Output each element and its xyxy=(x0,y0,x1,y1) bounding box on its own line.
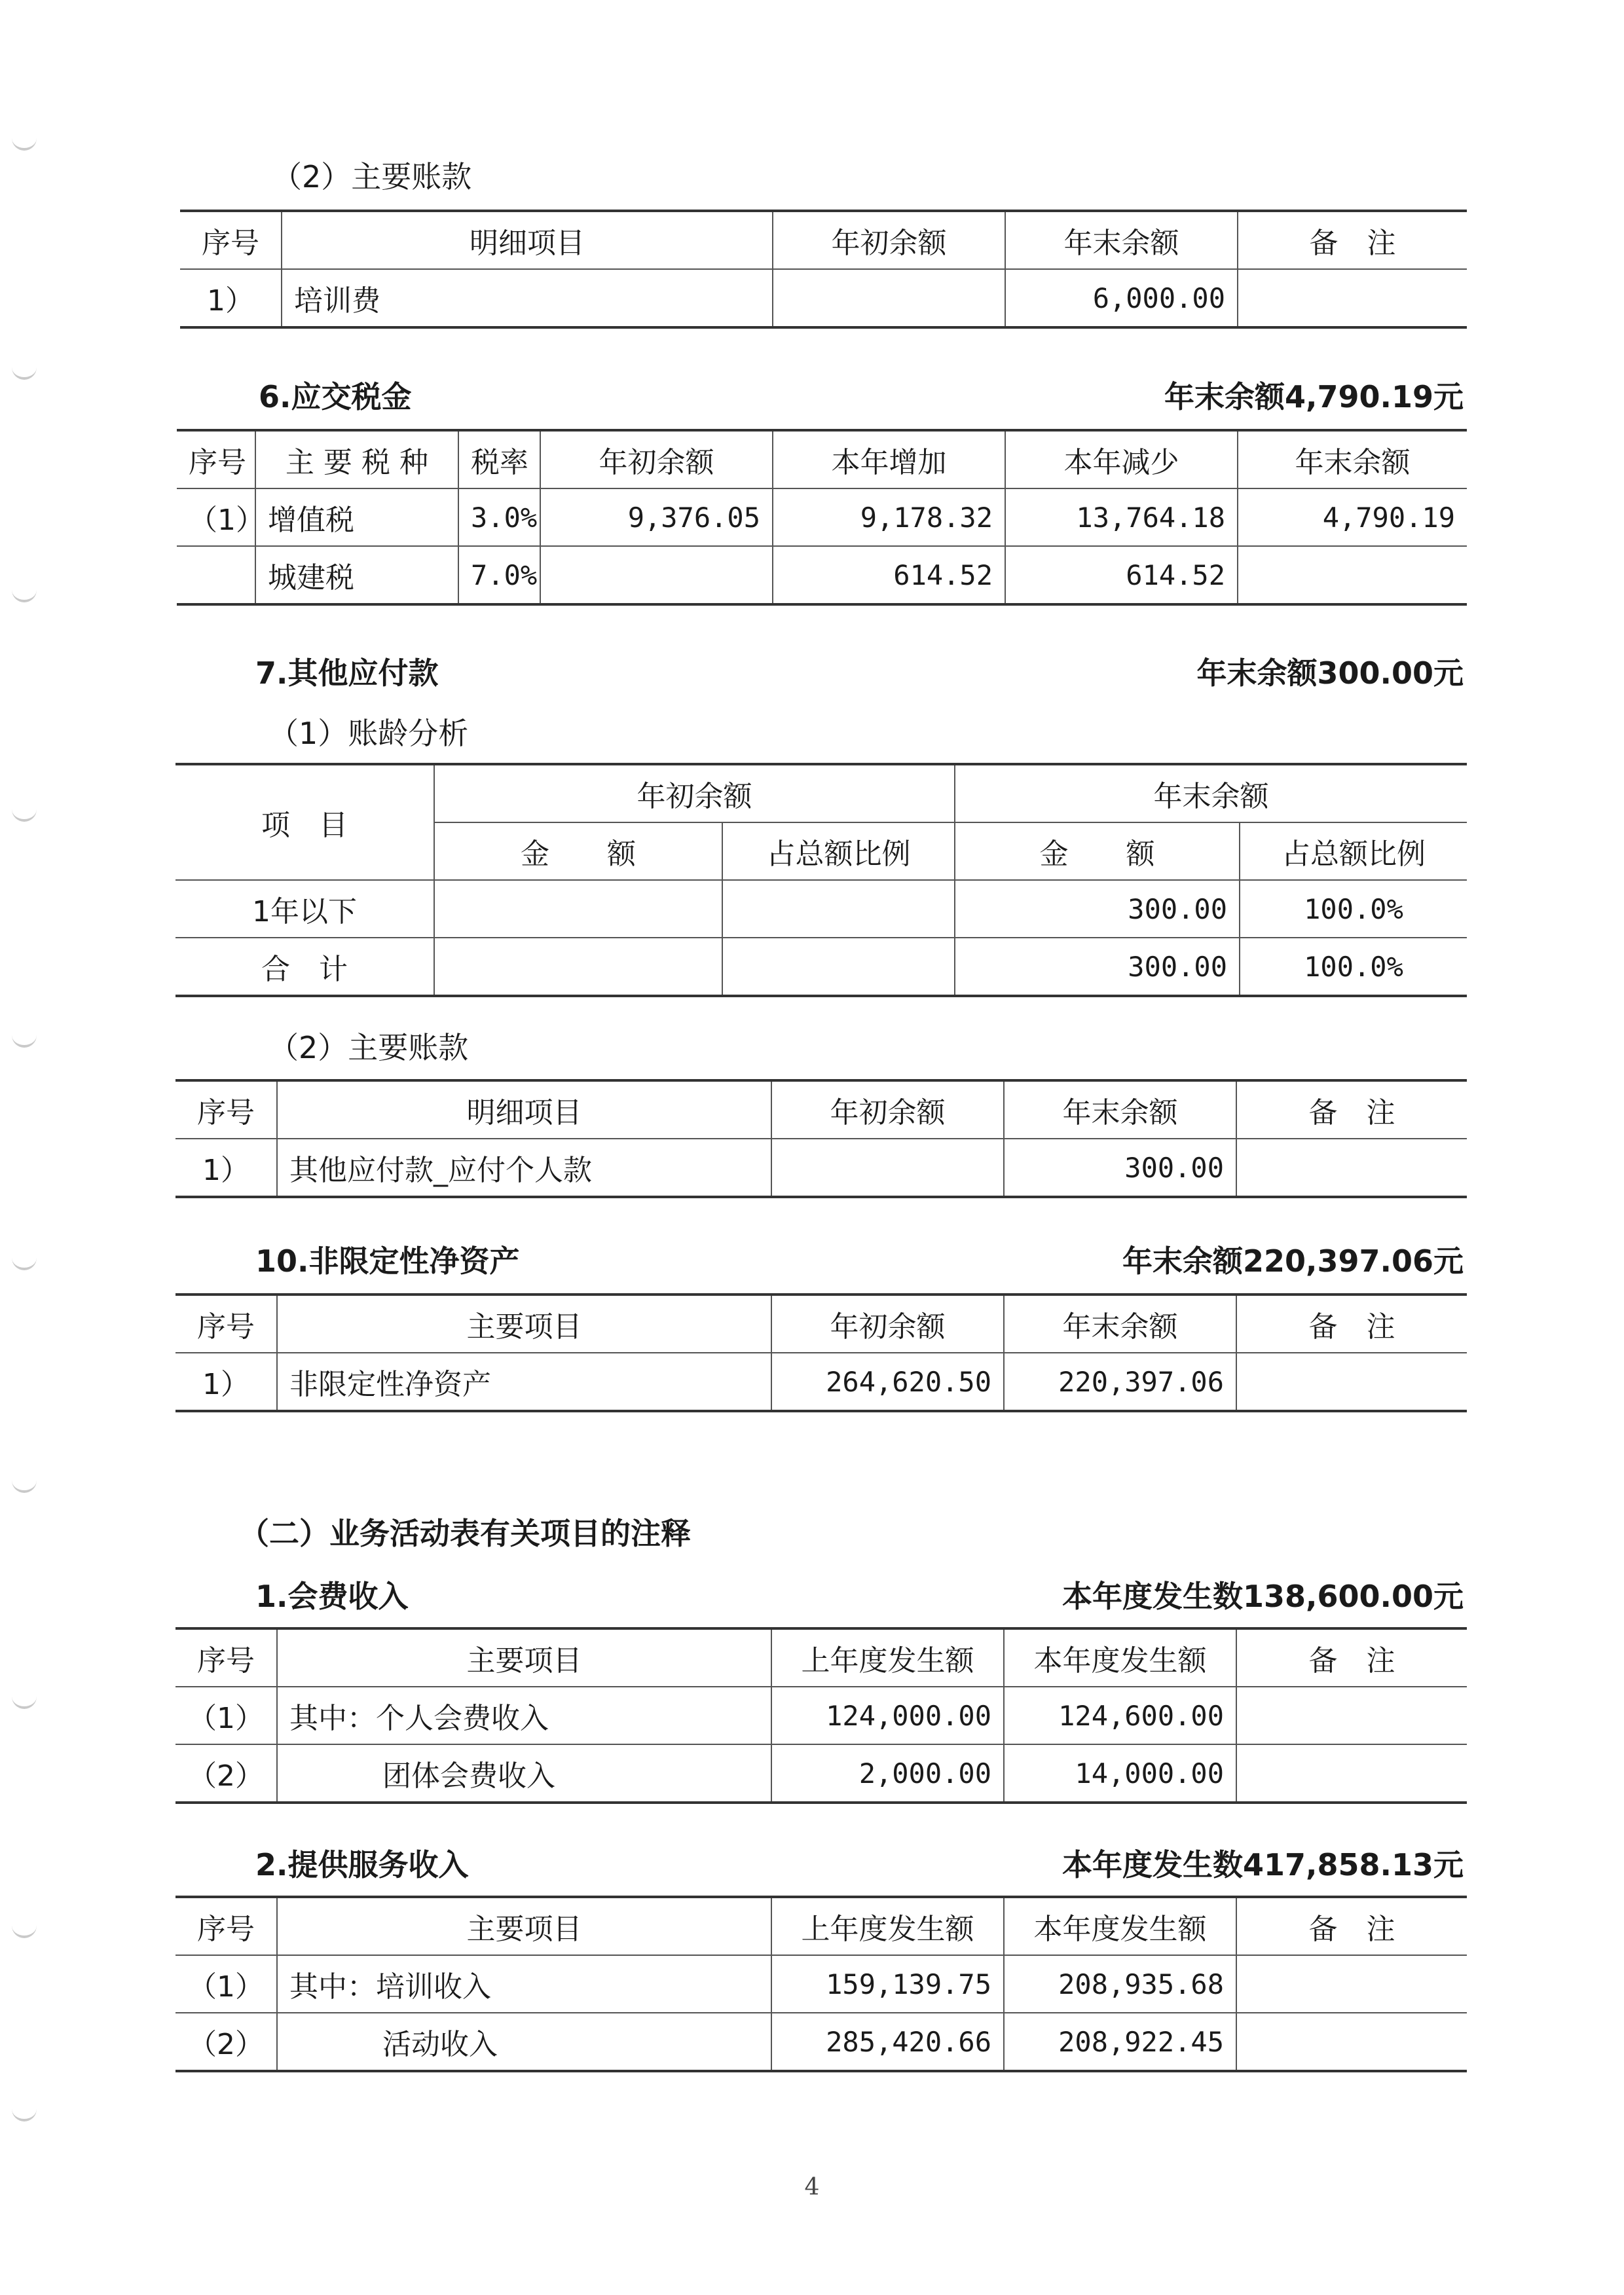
header-cell: 备 注 xyxy=(1238,211,1467,269)
part-title-activity-notes: （二）业务活动表有关项目的注释 xyxy=(239,1516,691,1551)
header-cell: 序号 xyxy=(180,211,282,269)
table-row xyxy=(175,880,1467,938)
header-cell: 本年减少 xyxy=(1005,430,1238,488)
row-item: 1年以下 xyxy=(175,880,434,938)
header-cell: 本年增加 xyxy=(773,430,1005,488)
membership-income-table xyxy=(175,1627,1467,1804)
row-index: （2） xyxy=(175,2013,277,2071)
header-cell: 税率 xyxy=(458,430,540,488)
row-end-balance xyxy=(1238,546,1467,604)
header-cell: 序号 xyxy=(175,1897,277,1955)
punch-mark xyxy=(12,367,37,380)
row-current-year: 124,600.00 xyxy=(1004,1687,1236,1744)
main-accounts-table xyxy=(180,210,1467,329)
row-end-ratio: 100.0% xyxy=(1240,938,1467,996)
section-title-main-accounts: （2）主要账款 xyxy=(272,159,472,194)
row-current-year: 208,922.45 xyxy=(1004,2013,1236,2071)
row-tax-type: 城建税 xyxy=(255,546,458,604)
section-total-service-income: 本年度发生数417,858.13元 xyxy=(1061,1847,1464,1882)
row-item: 团体会费收入 xyxy=(277,1744,771,1803)
row-begin-amount xyxy=(434,880,722,938)
row-index: （2） xyxy=(175,1744,277,1803)
service-income-table xyxy=(175,1896,1467,2072)
header-cell: 上年度发生额 xyxy=(771,1897,1004,1955)
row-begin-ratio xyxy=(722,880,955,938)
section-total-other-payables: 年末余额300.00元 xyxy=(1196,655,1464,691)
table-header-row xyxy=(180,211,1467,269)
table-header-row xyxy=(175,1080,1467,1139)
row-tax-rate: 7.0% xyxy=(458,546,540,604)
table-row xyxy=(175,938,1467,996)
punch-mark xyxy=(12,1696,37,1709)
subsection-title-main-accounts: （2）主要账款 xyxy=(268,1030,469,1065)
table-row xyxy=(175,1687,1467,1744)
section-total-net-assets: 年末余额220,397.06元 xyxy=(1122,1243,1464,1279)
row-tax-type: 增值税 xyxy=(255,488,458,546)
header-cell: 年初余额 xyxy=(773,211,1005,269)
header-cell: 备 注 xyxy=(1236,1080,1467,1139)
header-cell: 年末余额 xyxy=(1005,211,1238,269)
row-tax-rate: 3.0% xyxy=(458,488,540,546)
row-decrease: 13,764.18 xyxy=(1005,488,1238,546)
row-remark xyxy=(1236,1353,1467,1411)
row-item: 活动收入 xyxy=(277,2013,771,2071)
row-remark xyxy=(1238,269,1467,327)
row-remark xyxy=(1236,1139,1467,1197)
row-prior-year: 285,420.66 xyxy=(771,2013,1004,2071)
row-index xyxy=(177,546,255,604)
row-end-balance: 4,790.19 xyxy=(1238,488,1467,546)
row-item: 其中：培训收入 xyxy=(277,1955,771,2013)
header-cell: 年末余额 xyxy=(1238,430,1467,488)
row-item: 合 计 xyxy=(175,938,434,996)
header-cell: 年初余额 xyxy=(434,764,955,822)
section-total-membership-income: 本年度发生数138,600.00元 xyxy=(1061,1579,1464,1614)
header-cell: 序号 xyxy=(175,1628,277,1687)
section-title-net-assets: 10.非限定性净资产 xyxy=(255,1243,520,1279)
row-prior-year: 124,000.00 xyxy=(771,1687,1004,1744)
header-cell: 本年度发生额 xyxy=(1004,1628,1236,1687)
table-row xyxy=(175,1353,1467,1411)
header-cell: 序号 xyxy=(175,1294,277,1353)
net-assets-table xyxy=(175,1293,1467,1412)
punch-mark xyxy=(12,809,37,822)
header-cell: 明细项目 xyxy=(277,1080,771,1139)
row-remark xyxy=(1236,1955,1467,2013)
table-header-row xyxy=(175,1294,1467,1353)
row-remark xyxy=(1236,1687,1467,1744)
punch-mark xyxy=(12,1035,37,1048)
table-row xyxy=(175,1744,1467,1803)
row-prior-year: 159,139.75 xyxy=(771,1955,1004,2013)
row-increase: 9,178.32 xyxy=(773,488,1005,546)
row-begin-balance xyxy=(773,269,1005,327)
table-row xyxy=(175,1955,1467,2013)
row-remark xyxy=(1236,1744,1467,1803)
header-cell: 年初余额 xyxy=(771,1080,1004,1139)
header-cell: 主要项目 xyxy=(277,1897,771,1955)
row-end-balance: 6,000.00 xyxy=(1005,269,1238,327)
aging-table xyxy=(175,763,1467,997)
row-remark xyxy=(1236,2013,1467,2071)
section-title-other-payables: 7.其他应付款 xyxy=(255,655,439,691)
row-begin-balance: 9,376.05 xyxy=(540,488,773,546)
header-cell: 主要项目 xyxy=(277,1628,771,1687)
subsection-title-aging: （1）账龄分析 xyxy=(268,716,469,751)
row-begin-balance xyxy=(771,1139,1004,1197)
header-cell: 年末余额 xyxy=(1004,1080,1236,1139)
row-current-year: 14,000.00 xyxy=(1004,1744,1236,1803)
table-row xyxy=(175,1139,1467,1197)
row-begin-amount xyxy=(434,938,722,996)
table-header-row xyxy=(175,1897,1467,1955)
row-increase: 614.52 xyxy=(773,546,1005,604)
row-decrease: 614.52 xyxy=(1005,546,1238,604)
header-cell: 金 额 xyxy=(955,822,1240,880)
header-cell: 金 额 xyxy=(434,822,722,880)
taxes-table xyxy=(177,429,1467,606)
row-index: （1） xyxy=(175,1955,277,2013)
row-prior-year: 2,000.00 xyxy=(771,1744,1004,1803)
header-cell: 项 目 xyxy=(175,764,434,880)
row-end-amount: 300.00 xyxy=(955,938,1240,996)
table-header-row xyxy=(175,764,1467,822)
table-row xyxy=(175,2013,1467,2071)
row-end-amount: 300.00 xyxy=(955,880,1240,938)
row-current-year: 208,935.68 xyxy=(1004,1955,1236,2013)
header-cell: 年初余额 xyxy=(771,1294,1004,1353)
row-index: （1） xyxy=(177,488,255,546)
row-end-balance: 300.00 xyxy=(1004,1139,1236,1197)
section-title-service-income: 2.提供服务收入 xyxy=(255,1847,469,1882)
header-cell: 序号 xyxy=(175,1080,277,1139)
header-cell: 上年度发生额 xyxy=(771,1628,1004,1687)
section-total-taxes: 年末余额4,790.19元 xyxy=(1164,379,1464,414)
row-end-balance: 220,397.06 xyxy=(1004,1353,1236,1411)
row-begin-balance: 264,620.50 xyxy=(771,1353,1004,1411)
header-cell: 主要项目 xyxy=(277,1294,771,1353)
table-header-row xyxy=(177,430,1467,488)
row-index: 1） xyxy=(180,269,282,327)
header-cell: 年初余额 xyxy=(540,430,773,488)
other-payables-main-table xyxy=(175,1079,1467,1198)
row-item: 培训费 xyxy=(282,269,773,327)
row-item: 其他应付款_应付个人款 xyxy=(277,1139,771,1197)
header-cell: 明细项目 xyxy=(282,211,773,269)
punch-mark xyxy=(12,589,37,602)
row-item: 其中：个人会费收入 xyxy=(277,1687,771,1744)
header-cell: 备 注 xyxy=(1236,1628,1467,1687)
row-index: 1） xyxy=(175,1353,277,1411)
row-index: 1） xyxy=(175,1139,277,1197)
punch-mark xyxy=(12,1925,37,1938)
header-cell: 主 要 税 种 xyxy=(255,430,458,488)
punch-mark xyxy=(12,2108,37,2121)
table-row xyxy=(177,488,1467,546)
header-cell: 占总额比例 xyxy=(722,822,955,880)
table-row xyxy=(180,269,1467,327)
punch-mark xyxy=(12,1480,37,1493)
section-title-taxes: 6.应交税金 xyxy=(259,379,412,414)
header-cell: 年末余额 xyxy=(1004,1294,1236,1353)
header-cell: 年末余额 xyxy=(955,764,1467,822)
row-begin-balance xyxy=(540,546,773,604)
punch-mark xyxy=(12,1257,37,1270)
header-cell: 序号 xyxy=(177,430,255,488)
header-cell: 占总额比例 xyxy=(1240,822,1467,880)
row-index: （1） xyxy=(175,1687,277,1744)
table-row xyxy=(177,546,1467,604)
table-header-row xyxy=(175,1628,1467,1687)
page-number: 4 xyxy=(804,2174,820,2201)
row-begin-ratio xyxy=(722,938,955,996)
header-cell: 备 注 xyxy=(1236,1294,1467,1353)
punch-mark xyxy=(12,138,37,151)
row-end-ratio: 100.0% xyxy=(1240,880,1467,938)
header-cell: 备 注 xyxy=(1236,1897,1467,1955)
section-title-membership-income: 1.会费收入 xyxy=(255,1579,409,1614)
row-item: 非限定性净资产 xyxy=(277,1353,771,1411)
header-cell: 本年度发生额 xyxy=(1004,1897,1236,1955)
